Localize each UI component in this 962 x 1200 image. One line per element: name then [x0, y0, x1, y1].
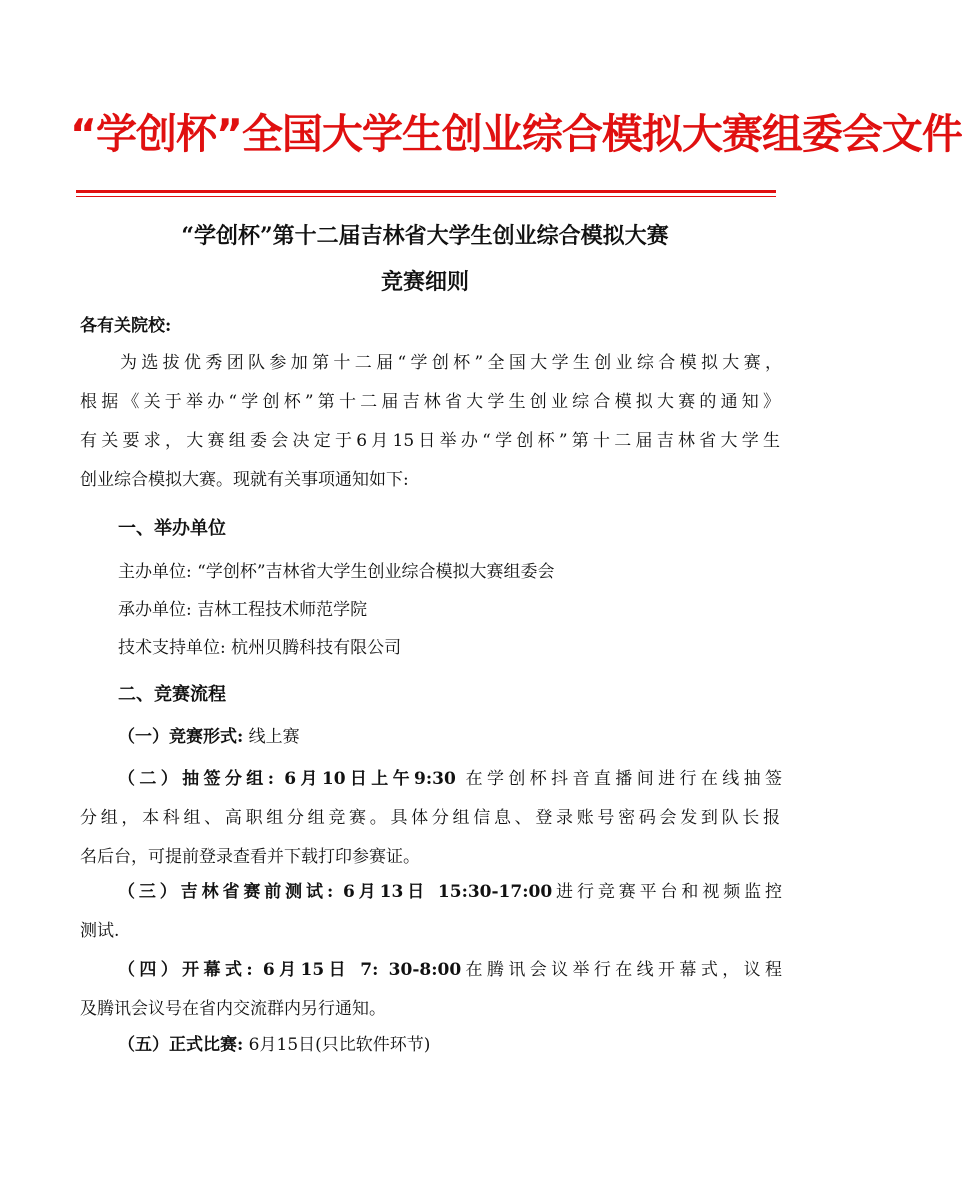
item-opening-ceremony [118, 956, 782, 984]
item-pre-test [118, 878, 782, 906]
item-text: 在腾讯会议举行在线开幕式，议程 [461, 960, 782, 980]
item-competition-format [118, 723, 818, 751]
red-divider-thick [76, 190, 776, 193]
red-header-title: “学创杯”全国大学生创业综合模拟大赛组委会文件 [70, 110, 962, 158]
tech-support-line: 技术支持单位: 杭州贝腾科技有限公司 [118, 638, 402, 658]
item-formal-competition [118, 1031, 818, 1059]
item-text: 进行竞赛平台和视频监控 [552, 882, 782, 902]
host-line: 承办单位: 吉林工程技术师范学院 [118, 600, 368, 620]
item-pre-test-cont: 测试. [80, 921, 120, 941]
section1-heading: 一、举办单位 [118, 518, 226, 539]
item-text: 线上赛 [243, 727, 300, 747]
salutation: 各有关院校: [80, 316, 172, 336]
organizer-line: 主办单位: “学创杯”吉林省大学生创业综合模拟大赛组委会 [118, 562, 555, 582]
item-draw-grouping-cont-2: 名后台，可提前登录查看并下载打印参赛证。 [80, 847, 420, 867]
item-text: 6月15日(只比软件环节) [243, 1035, 431, 1055]
item-label: （三）吉林省赛前测试: 6月13日 15:30-17:00 [118, 882, 553, 902]
item-label: （四）开幕式: 6月15日 7: 30-8:00 [118, 960, 462, 980]
red-divider-thin [76, 196, 776, 197]
item-label: （一）竞赛形式: [118, 727, 244, 747]
item-draw-grouping [118, 765, 782, 793]
intro-line-4: 创业综合模拟大赛。现就有关事项通知如下: [80, 470, 409, 490]
intro-line-2: 根据《关于举办“学创杯”第十二届吉林省大学生创业综合模拟大赛的通知》 [80, 392, 780, 412]
document-subtitle: 竞赛细则 [380, 269, 469, 295]
item-label: （二）抽签分组: 6月10日上午9:30 [118, 769, 456, 789]
intro-line-1: 为选拔优秀团队参加第十二届“学创杯”全国大学生创业综合模拟大赛， [120, 353, 782, 373]
item-text: 在学创杯抖音直播间进行在线抽签 [455, 769, 782, 789]
section2-heading: 二、竞赛流程 [118, 684, 226, 705]
intro-line-3: 有关要求，大赛组委会决定于6月15日举办“学创杯”第十二届吉林省大学生 [80, 431, 780, 451]
item-label: （五）正式比赛: [118, 1035, 244, 1055]
document-title: “学创杯”第十二届吉林省大学生创业综合模拟大赛 [181, 223, 669, 249]
item-draw-grouping-cont-1: 分组，本科组、高职组分组竞赛。具体分组信息、登录账号密码会发到队长报 [80, 808, 780, 828]
item-opening-ceremony-cont: 及腾讯会议号在省内交流群内另行通知。 [80, 999, 386, 1019]
